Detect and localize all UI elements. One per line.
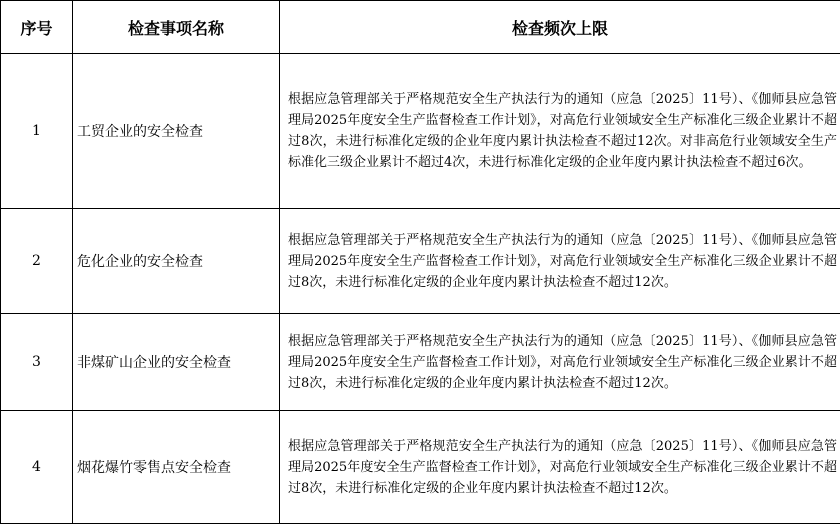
table-row <box>1 54 840 209</box>
header-seq: 序号 <box>1 1 73 54</box>
table-row <box>1 314 840 411</box>
row-item-name: 工贸企业的安全检查 <box>73 54 280 209</box>
header-item-name: 检查事项名称 <box>73 1 280 54</box>
table-row <box>1 411 840 524</box>
row-frequency-limit: 根据应急管理部关于严格规范安全生产执法行为的通知（应急〔2025〕11号）、《伽师县应急管理局2025年度安全生产监督检查工作计划》，对高危行业领域安全生产标准化三级企业累计不超过8次，未进行标准化定级的企业年度内累计执法检查不超过12次。 <box>280 209 840 314</box>
row-seq: 4 <box>1 411 73 524</box>
row-item-name: 烟花爆竹零售点安全检查 <box>73 411 280 524</box>
row-frequency-limit: 根据应急管理部关于严格规范安全生产执法行为的通知（应急〔2025〕11号）、《伽师县应急管理局2025年度安全生产监督检查工作计划》，对高危行业领域安全生产标准化三级企业累计不超过8次，未进行标准化定级的企业年度内累计执法检查不超过12次。对非高危行业领域安全生产标准化三级企业累计不超过4次，未进行标准化定级的企业年度内累计执法检查不超过6次。 <box>280 54 840 209</box>
row-seq: 1 <box>1 54 73 209</box>
row-item-name: 非煤矿山企业的安全检查 <box>73 314 280 411</box>
row-item-name: 危化企业的安全检查 <box>73 209 280 314</box>
row-seq: 3 <box>1 314 73 411</box>
row-frequency-limit: 根据应急管理部关于严格规范安全生产执法行为的通知（应急〔2025〕11号）、《伽师县应急管理局2025年度安全生产监督检查工作计划》，对高危行业领域安全生产标准化三级企业累计不超过8次，未进行标准化定级的企业年度内累计执法检查不超过12次。 <box>280 411 840 524</box>
row-frequency-limit: 根据应急管理部关于严格规范安全生产执法行为的通知（应急〔2025〕11号）、《伽师县应急管理局2025年度安全生产监督检查工作计划》，对高危行业领域安全生产标准化三级企业累计不超过8次，未进行标准化定级的企业年度内累计执法检查不超过12次。 <box>280 314 840 411</box>
table-header-row <box>1 1 840 54</box>
header-frequency-limit: 检查频次上限 <box>280 1 840 54</box>
row-seq: 2 <box>1 209 73 314</box>
table-row <box>1 209 840 314</box>
